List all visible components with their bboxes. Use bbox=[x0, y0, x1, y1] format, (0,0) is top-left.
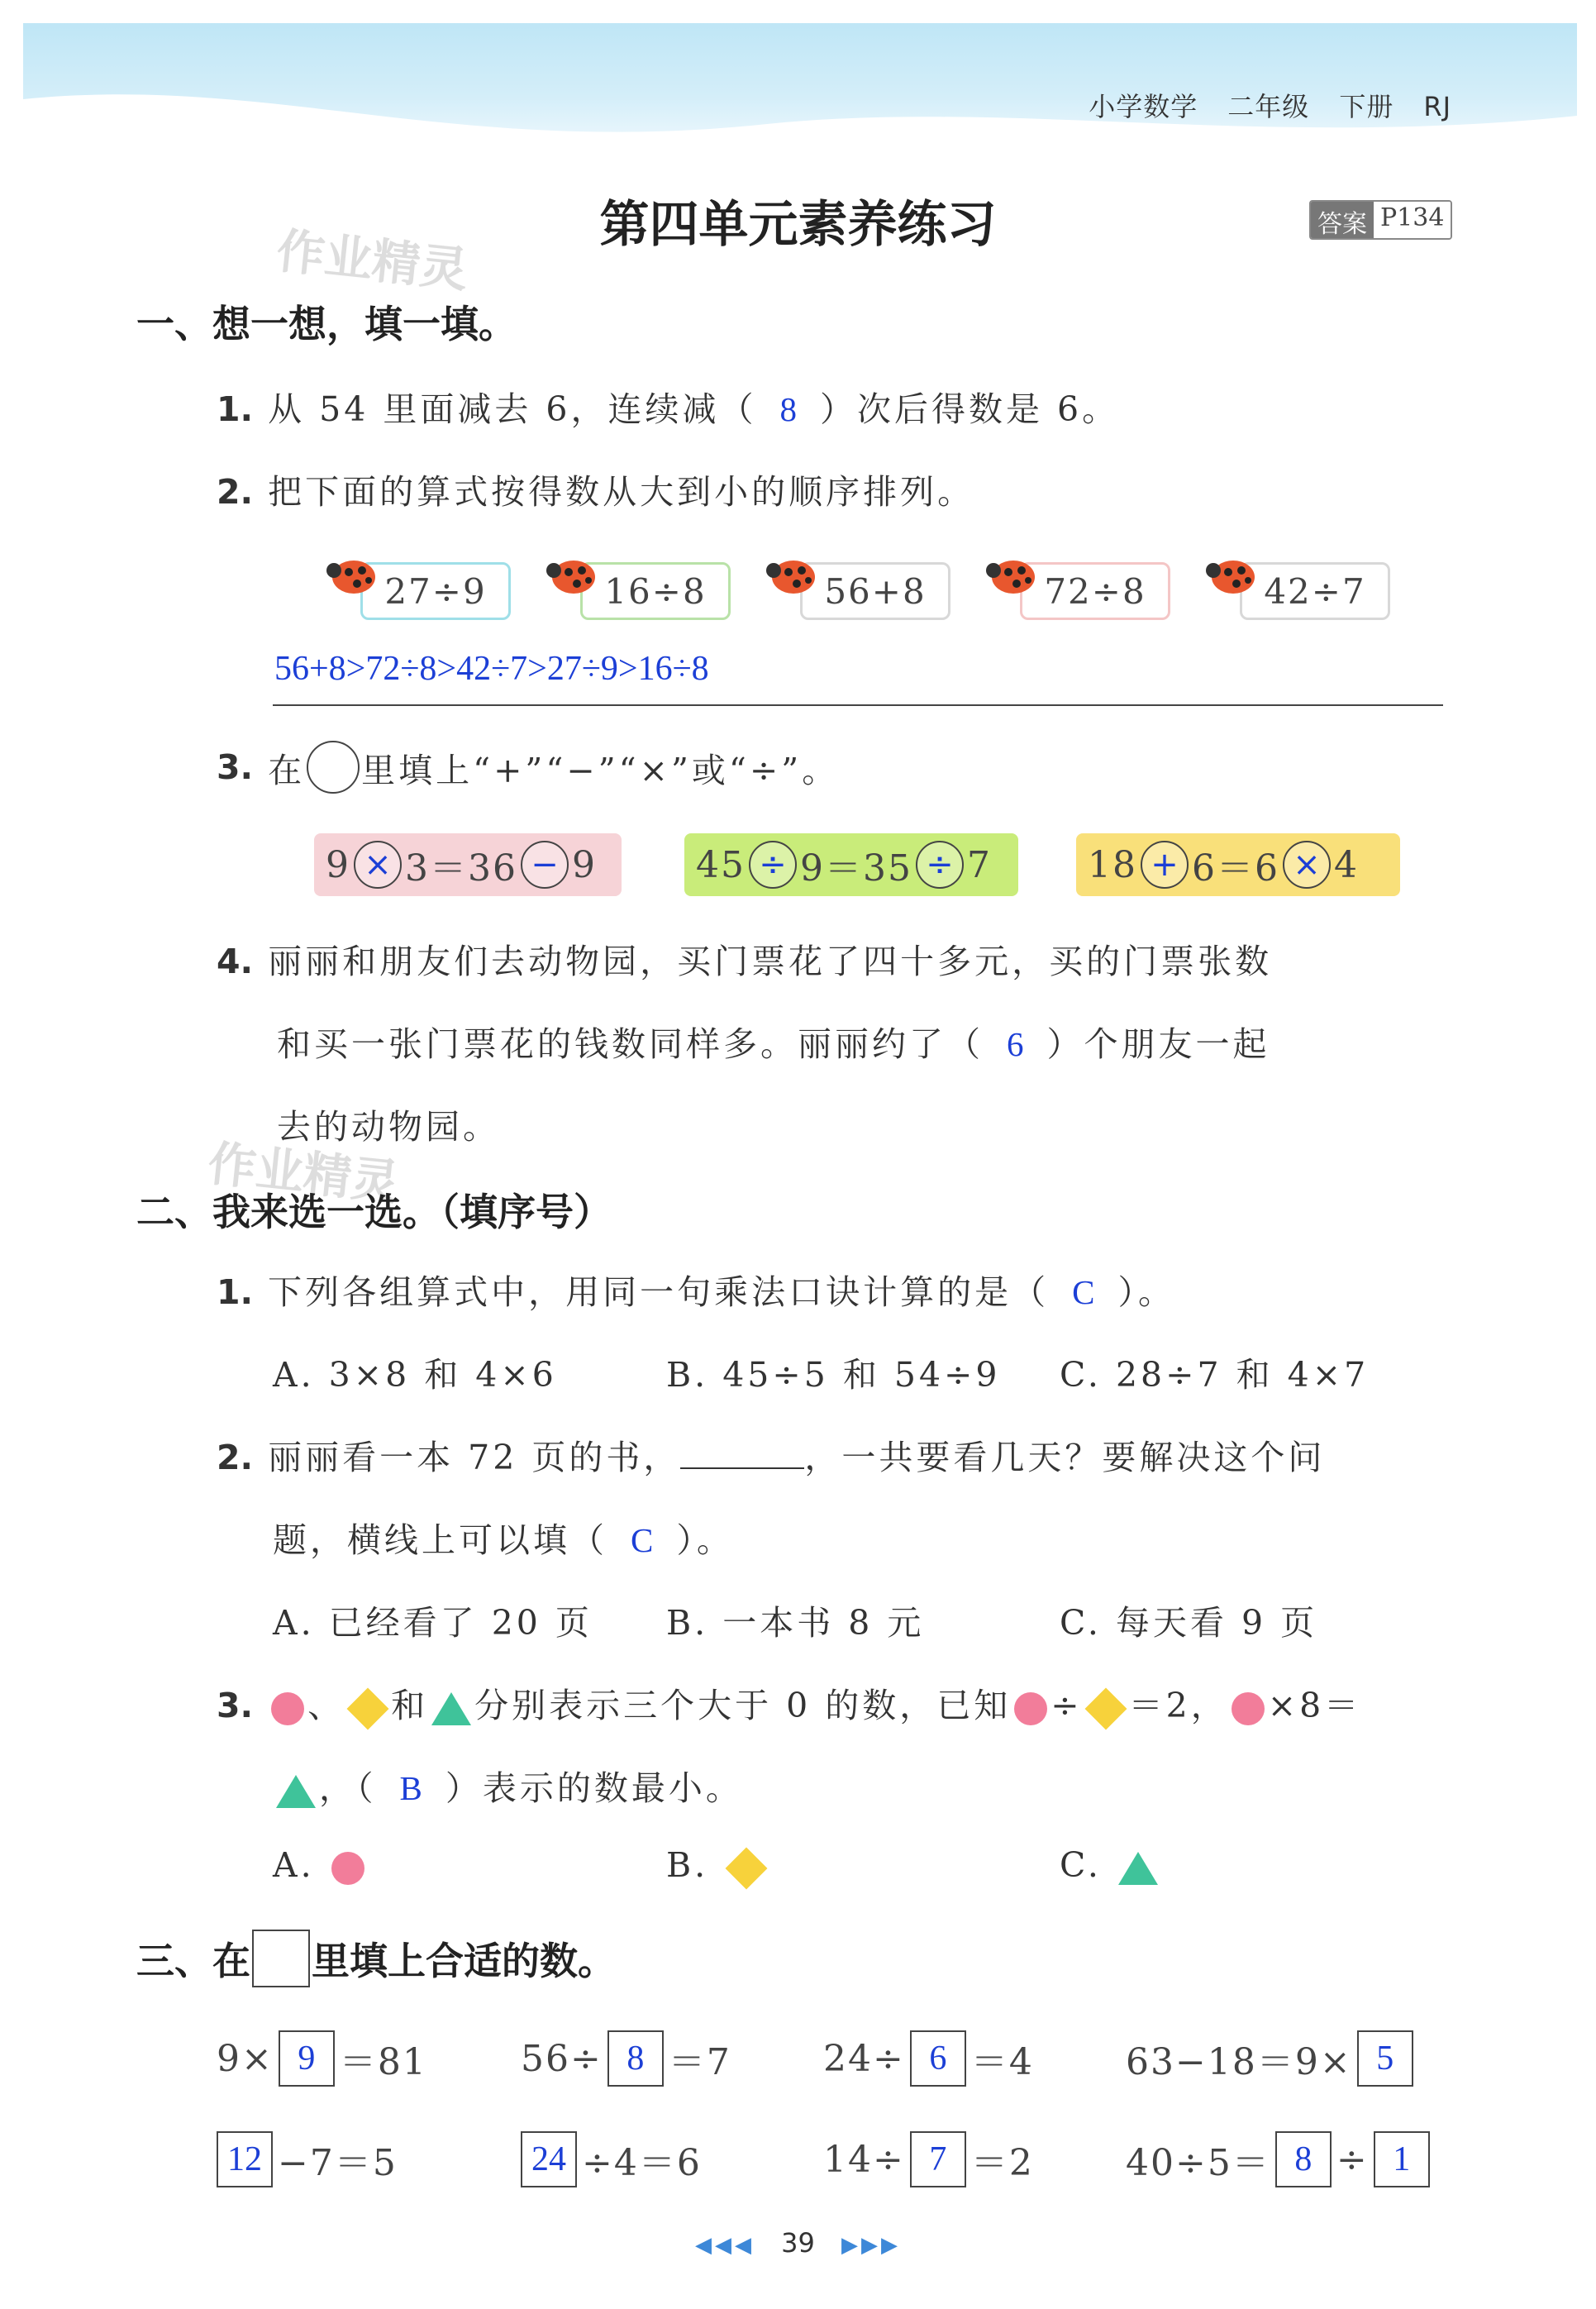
s3-r2-4 bbox=[1126, 2131, 1435, 2187]
s2-q1-opt-c: C. 28÷7 和 4×7 bbox=[1060, 1355, 1370, 1395]
s3-r1-2 bbox=[521, 2030, 731, 2087]
eq1-b: 3＝36 bbox=[405, 847, 517, 890]
s1-q2-answer: 56+8>72÷8>42÷7>27÷9>16÷8 bbox=[274, 650, 709, 688]
s1-q1-after: ）次后得数是 6。 bbox=[819, 389, 1120, 429]
s1-q3-before: 在 bbox=[268, 750, 306, 790]
answer-box: 8 bbox=[1275, 2131, 1332, 2187]
header-info bbox=[1059, 86, 1451, 124]
ladybug-icon bbox=[1205, 554, 1258, 595]
s1-q1 bbox=[217, 382, 1119, 431]
card-1: 27÷9 bbox=[360, 562, 511, 620]
eq-pre: 9× bbox=[217, 2037, 274, 2080]
s2-q3-line1 bbox=[217, 1678, 1361, 1727]
s2-q1 bbox=[217, 1265, 1175, 1314]
yellow-diamond-icon bbox=[726, 1847, 768, 1889]
page-title: 第四单元素养练习 bbox=[599, 196, 997, 254]
s1-q4-answer: 6 bbox=[1007, 1025, 1024, 1063]
s2-q2-opt-c: C. 每天看 9 页 bbox=[1060, 1603, 1318, 1643]
equation-strip-3 bbox=[1076, 833, 1400, 896]
eq3-op1: + bbox=[1141, 841, 1189, 889]
s1-q3-after: 里填上“+”“−”“×”或“÷”。 bbox=[361, 750, 840, 790]
s1-q4-line1 bbox=[217, 934, 1272, 983]
s3-title-before: 三、在 bbox=[136, 1939, 250, 1983]
s1-q3-num: 3. bbox=[217, 747, 254, 787]
eq1-a: 9 bbox=[326, 843, 350, 886]
ladybug-icon bbox=[765, 554, 818, 595]
s2-q2-num: 2. bbox=[217, 1438, 254, 1477]
s2-q2-line2 bbox=[273, 1513, 734, 1562]
answer-box: 9 bbox=[279, 2030, 335, 2087]
s3-r2-2 bbox=[516, 2131, 702, 2187]
eq-pre: 63−18＝9× bbox=[1126, 2041, 1352, 2083]
s2-q2-opt-a: A. 已经看了 20 页 bbox=[273, 1603, 593, 1643]
eq3-a: 18 bbox=[1088, 843, 1137, 886]
eq-post: ＝7 bbox=[668, 2041, 731, 2083]
answer-ref-badge bbox=[1309, 200, 1452, 240]
s3-r1-4 bbox=[1126, 2030, 1418, 2087]
eq1-c: 9 bbox=[571, 843, 597, 886]
eq-pre: 24÷ bbox=[823, 2037, 905, 2080]
eq-pre: 40÷5＝ bbox=[1126, 2142, 1270, 2184]
header-grade: 二年级 bbox=[1227, 91, 1310, 122]
yellow-diamond-icon bbox=[347, 1687, 389, 1729]
s2-q1-answer: C bbox=[1072, 1273, 1095, 1311]
s2-q3-opt-a-label: A. bbox=[273, 1845, 315, 1885]
pink-circle-icon bbox=[271, 1692, 304, 1725]
eq2-op1: ÷ bbox=[749, 841, 797, 889]
eq2-b: 9＝35 bbox=[800, 847, 912, 890]
ladybug-icon bbox=[985, 554, 1038, 595]
eq3-b: 6＝6 bbox=[1192, 847, 1279, 890]
section3-title bbox=[136, 1930, 616, 1987]
eq-post: ÷4＝6 bbox=[582, 2142, 702, 2184]
eq-post: ＝2 bbox=[970, 2142, 1034, 2184]
eq-post: ＝4 bbox=[970, 2041, 1034, 2083]
s3-r1-1 bbox=[217, 2030, 427, 2087]
equation-strip-1 bbox=[314, 833, 622, 896]
eq3-op2: × bbox=[1283, 841, 1331, 889]
eq1-op2: − bbox=[521, 841, 569, 889]
section1-title: 一、想一想，填一填。 bbox=[136, 302, 517, 346]
s2-q3-t6: ×8＝ bbox=[1267, 1686, 1362, 1725]
prev-arrows-icon: ◀◀◀ bbox=[694, 2233, 755, 2258]
answer-label: 答案 bbox=[1311, 202, 1374, 238]
card-2: 16÷8 bbox=[580, 562, 731, 620]
answer-box: 8 bbox=[607, 2030, 664, 2087]
section2-title: 二、我来选一选。（填序号） bbox=[136, 1190, 612, 1234]
eq2-op2: ÷ bbox=[916, 841, 964, 889]
s1-q4-text2b: ）个朋友一起 bbox=[1046, 1024, 1270, 1064]
equation-strip-2 bbox=[684, 833, 1018, 896]
eq1-op1: × bbox=[354, 841, 402, 889]
s2-q3-opt-b bbox=[666, 1845, 769, 1885]
green-triangle-icon bbox=[1118, 1852, 1158, 1885]
s1-q2-text: 把下面的算式按得数从大到小的顺序排列。 bbox=[268, 472, 975, 512]
s2-q2-text1a: 丽丽看一本 72 页的书， bbox=[268, 1438, 681, 1477]
s2-q3-num: 3. bbox=[217, 1686, 254, 1725]
s1-q3 bbox=[217, 741, 839, 794]
answer-line bbox=[273, 704, 1443, 706]
eq-post: ＝81 bbox=[339, 2041, 427, 2083]
ladybug-icon bbox=[326, 554, 379, 595]
s1-q2-num: 2. bbox=[217, 472, 254, 512]
s2-q1-before: 下列各组算式中，用同一句乘法口诀计算的是（ bbox=[268, 1272, 1050, 1312]
answer-box: 6 bbox=[910, 2030, 966, 2087]
s2-q2-opt-b: B. 一本书 8 元 bbox=[666, 1603, 925, 1643]
s2-q3-l2b: ）表示的数最小。 bbox=[445, 1768, 743, 1808]
eq2-a: 45 bbox=[696, 843, 746, 886]
s1-q4-line2 bbox=[277, 1017, 1270, 1066]
page-footer bbox=[0, 2227, 1596, 2259]
s2-q3-t1: 、 bbox=[307, 1686, 345, 1725]
s1-q2 bbox=[217, 465, 974, 513]
s2-q3-l2a: ，（ bbox=[319, 1768, 377, 1808]
s3-r2-3 bbox=[823, 2131, 1034, 2187]
eq3-c: 4 bbox=[1334, 843, 1359, 886]
green-triangle-icon bbox=[276, 1775, 316, 1808]
pink-circle-icon bbox=[1232, 1692, 1265, 1725]
watermark: 作业精灵 bbox=[205, 1135, 403, 1211]
s2-q2-text2a: 题，横线上可以填（ bbox=[273, 1520, 607, 1560]
s2-q3-line2 bbox=[273, 1761, 743, 1810]
eq-pre: 14÷ bbox=[823, 2138, 905, 2181]
s3-r2-1 bbox=[212, 2131, 398, 2187]
s2-q3-answer: B bbox=[399, 1769, 422, 1807]
eq-pre: 56÷ bbox=[521, 2037, 603, 2080]
answer-page: P134 bbox=[1374, 202, 1451, 238]
s2-q3-opt-c bbox=[1060, 1845, 1161, 1885]
answer-box: 24 bbox=[521, 2131, 577, 2187]
answer-box: 1 bbox=[1374, 2131, 1430, 2187]
s2-q1-num: 1. bbox=[217, 1272, 254, 1312]
s2-q2-text2b: ）。 bbox=[676, 1520, 734, 1560]
s2-q2-text1b: ，一共要看几天？要解决这个问 bbox=[804, 1438, 1326, 1477]
circle-icon bbox=[307, 741, 360, 794]
s1-q4-num: 4. bbox=[217, 942, 254, 981]
s1-q1-before: 从 54 里面减去 6，连续减（ bbox=[268, 389, 757, 429]
fill-blank bbox=[680, 1438, 804, 1469]
square-icon bbox=[252, 1930, 310, 1987]
card-3: 56+8 bbox=[800, 562, 950, 620]
s1-q4-text2a: 和买一张门票花的钱数同样多。丽丽约了（ bbox=[277, 1024, 984, 1064]
s2-q3-t5: ＝2， bbox=[1128, 1686, 1228, 1725]
s1-q1-num: 1. bbox=[217, 389, 254, 429]
s2-q2-line1 bbox=[217, 1430, 1325, 1479]
s2-q2-answer: C bbox=[631, 1521, 654, 1559]
s3-r1-3 bbox=[823, 2030, 1034, 2087]
answer-box: 12 bbox=[217, 2131, 273, 2187]
green-triangle-icon bbox=[431, 1692, 471, 1725]
eq2-c: 7 bbox=[966, 843, 992, 886]
answer-box: 5 bbox=[1357, 2030, 1413, 2087]
s3-title-after: 里填上合适的数。 bbox=[312, 1939, 616, 1983]
s2-q1-opt-a: A. 3×8 和 4×6 bbox=[273, 1355, 557, 1395]
s1-q4-line3: 去的动物园。 bbox=[277, 1107, 500, 1147]
next-arrows-icon: ▶▶▶ bbox=[841, 2233, 902, 2258]
s2-q3-opt-c-label: C. bbox=[1060, 1845, 1102, 1885]
pink-circle-icon bbox=[331, 1852, 364, 1885]
s1-q1-answer: 8 bbox=[779, 390, 797, 428]
s2-q3-opt-b-label: B. bbox=[666, 1845, 709, 1885]
header-volume: 下册 bbox=[1339, 91, 1394, 122]
s1-q4-text1: 丽丽和朋友们去动物园，买门票花了四十多元，买的门票张数 bbox=[268, 942, 1273, 981]
watermark: 作业精灵 bbox=[274, 222, 471, 298]
answer-box: 7 bbox=[910, 2131, 966, 2187]
card-4: 72÷8 bbox=[1020, 562, 1170, 620]
header-edition: RJ bbox=[1423, 91, 1451, 122]
s2-q3-opt-a bbox=[273, 1845, 368, 1885]
pink-circle-icon bbox=[1014, 1692, 1047, 1725]
yellow-diamond-icon bbox=[1084, 1687, 1127, 1729]
header-subject: 小学数学 bbox=[1089, 91, 1198, 122]
eq-post: −7＝5 bbox=[278, 2142, 398, 2184]
card-5: 42÷7 bbox=[1240, 562, 1390, 620]
page-number: 39 bbox=[781, 2227, 815, 2259]
s2-q3-t4: ÷ bbox=[1051, 1686, 1083, 1725]
ladybug-icon bbox=[545, 554, 598, 595]
s2-q1-after: ）。 bbox=[1117, 1272, 1175, 1312]
s2-q3-t2: 和 bbox=[391, 1686, 429, 1725]
expression-cards bbox=[326, 554, 1425, 628]
eq-mid: ÷ bbox=[1336, 2138, 1369, 2181]
s2-q3-t3: 分别表示三个大于 0 的数，已知 bbox=[474, 1686, 1012, 1725]
s2-q1-opt-b: B. 45÷5 和 54÷9 bbox=[666, 1355, 1001, 1395]
